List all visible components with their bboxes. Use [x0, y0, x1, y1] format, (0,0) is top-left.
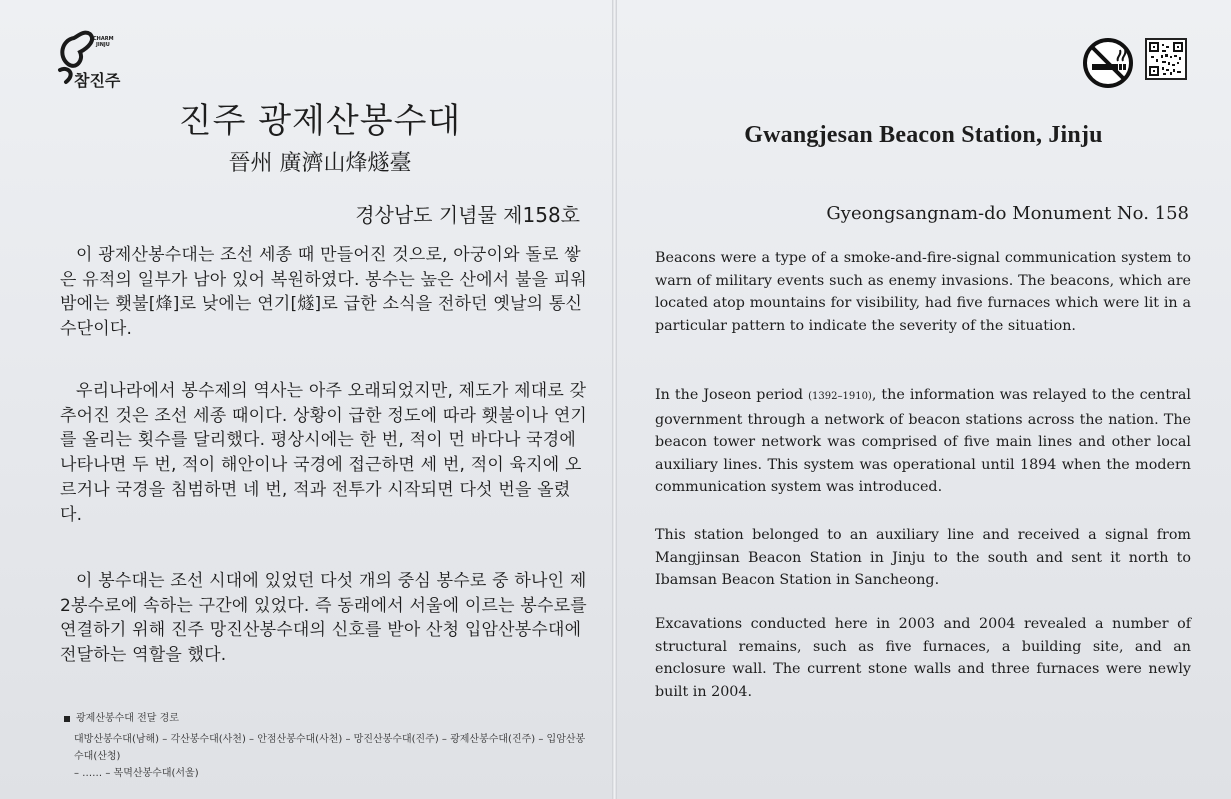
- english-paragraph-4: [655, 613, 1191, 703]
- english-paragraph-3-text: This station belonged to an auxiliary line and received a signal from Mangjinsan Beacon Station in Jinju to the south and sent it north to Ibamsan Beacon Station in Sancheong.: [655, 527, 1191, 588]
- joseon-years: (1392–1910): [808, 391, 872, 402]
- korean-paragraph-2: [60, 379, 590, 527]
- english-paragraph-1-text: Beacons were a type of a smoke-and-fire-signal communication system to warn of military events such as enemy invasions. The beacons, which are located atop mountains for visibility, had five furnaces which were lit in a particular pattern to indicate the severity of the situation.: [655, 250, 1191, 334]
- route-title: 광제산봉수대 전달 경로: [76, 713, 179, 724]
- route-line-1: 대방산봉수대(남해) – 각산봉수대(사천) – 안점산봉수대(사천) – 망진산봉수대(진주) – 광제산봉수대(진주) – 입암산봉수대(산청): [74, 734, 586, 762]
- english-paragraph-2-rest: , the information was relayed to the central government through a network of beacon stations across the nation. The beacon tower network was comprised of five main lines and other local auxiliary lines. This system was operational until 1894 when the modern communication system was introduced.: [655, 387, 1192, 495]
- english-title: Gwangjesan Beacon Station, Jinju: [744, 122, 1103, 148]
- english-paragraph-4-text: Excavations conducted here in 2003 and 2004 revealed a number of structural remains, such as five furnaces, a building site, and an enclosure wall. The current stone walls and three furnaces were newly built in 2004.: [655, 616, 1191, 700]
- korean-paragraph-1: [60, 243, 590, 342]
- korean-paragraph-3: [60, 569, 590, 668]
- english-paragraph-3: [655, 524, 1191, 592]
- svg-text:참진주: 참진주: [74, 71, 121, 90]
- korean-paragraph-3-text: 이 봉수대는 조선 시대에 있었던 다섯 개의 중심 봉수로 중 하나인 제2봉수로에 속하는 구간에 있었다. 즉 동래에서 서울에 이르는 봉수로를 연결하기 위해 진주 망진산봉수대의 신호를 받아 산청 입암산봉수대에 전달하는 역할을 했다.: [60, 571, 587, 666]
- charm-jinju-logo: [54, 30, 134, 90]
- relay-route: [64, 710, 594, 782]
- route-line-2: – …… – 목멱산봉수대(서울): [74, 768, 199, 779]
- svg-text:JINJU: JINJU: [96, 42, 110, 48]
- bullet-square: [64, 716, 70, 722]
- english-paragraph-2-start: In the Joseon period: [655, 387, 809, 403]
- korean-title: 진주 광제산봉수대: [178, 101, 462, 141]
- korean-paragraph-2-text: 우리나라에서 봉수제의 역사는 아주 오래되었지만, 제도가 제대로 갖추어진 것은 조선 세종 때이다. 상황이 급한 정도에 따라 횃불이나 연기를 올리는 횟수를 달리했다. 평상시에는 한 번, 적이 먼 바다나 국경에 나타나면 두 번, 적이 해안이나 국경에 접근하면 세 번, 적이 육지에 오르거나 국경을 침범하면 네 번, 적과 전투가 시작되면 다섯 번을 올렸다.: [60, 381, 588, 525]
- korean-paragraph-1-text: 이 광제산봉수대는 조선 세종 때 만들어진 것으로, 아궁이와 돌로 쌓은 유적의 일부가 남아 있어 복원하였다. 봉수는 높은 산에서 불을 피워 밤에는 횃불[烽]로 낮에는 연기[燧]로 급한 소식을 전하던 옛날의 통신 수단이다.: [60, 245, 588, 340]
- hanja-title: 晉州 廣濟山烽燧臺: [228, 151, 412, 176]
- english-paragraph-2: [655, 384, 1191, 499]
- qr-code-icon[interactable]: [1145, 38, 1187, 80]
- korean-monument-number: 경상남도 기념물 제158호: [355, 203, 580, 227]
- english-monument-number: Gyeongsangnam-do Monument No. 158: [826, 203, 1189, 224]
- english-paragraph-1: [655, 247, 1191, 337]
- korean-panel: [0, 0, 615, 799]
- no-smoking-icon: [1082, 37, 1134, 89]
- svg-text:CHARM: CHARM: [93, 36, 114, 42]
